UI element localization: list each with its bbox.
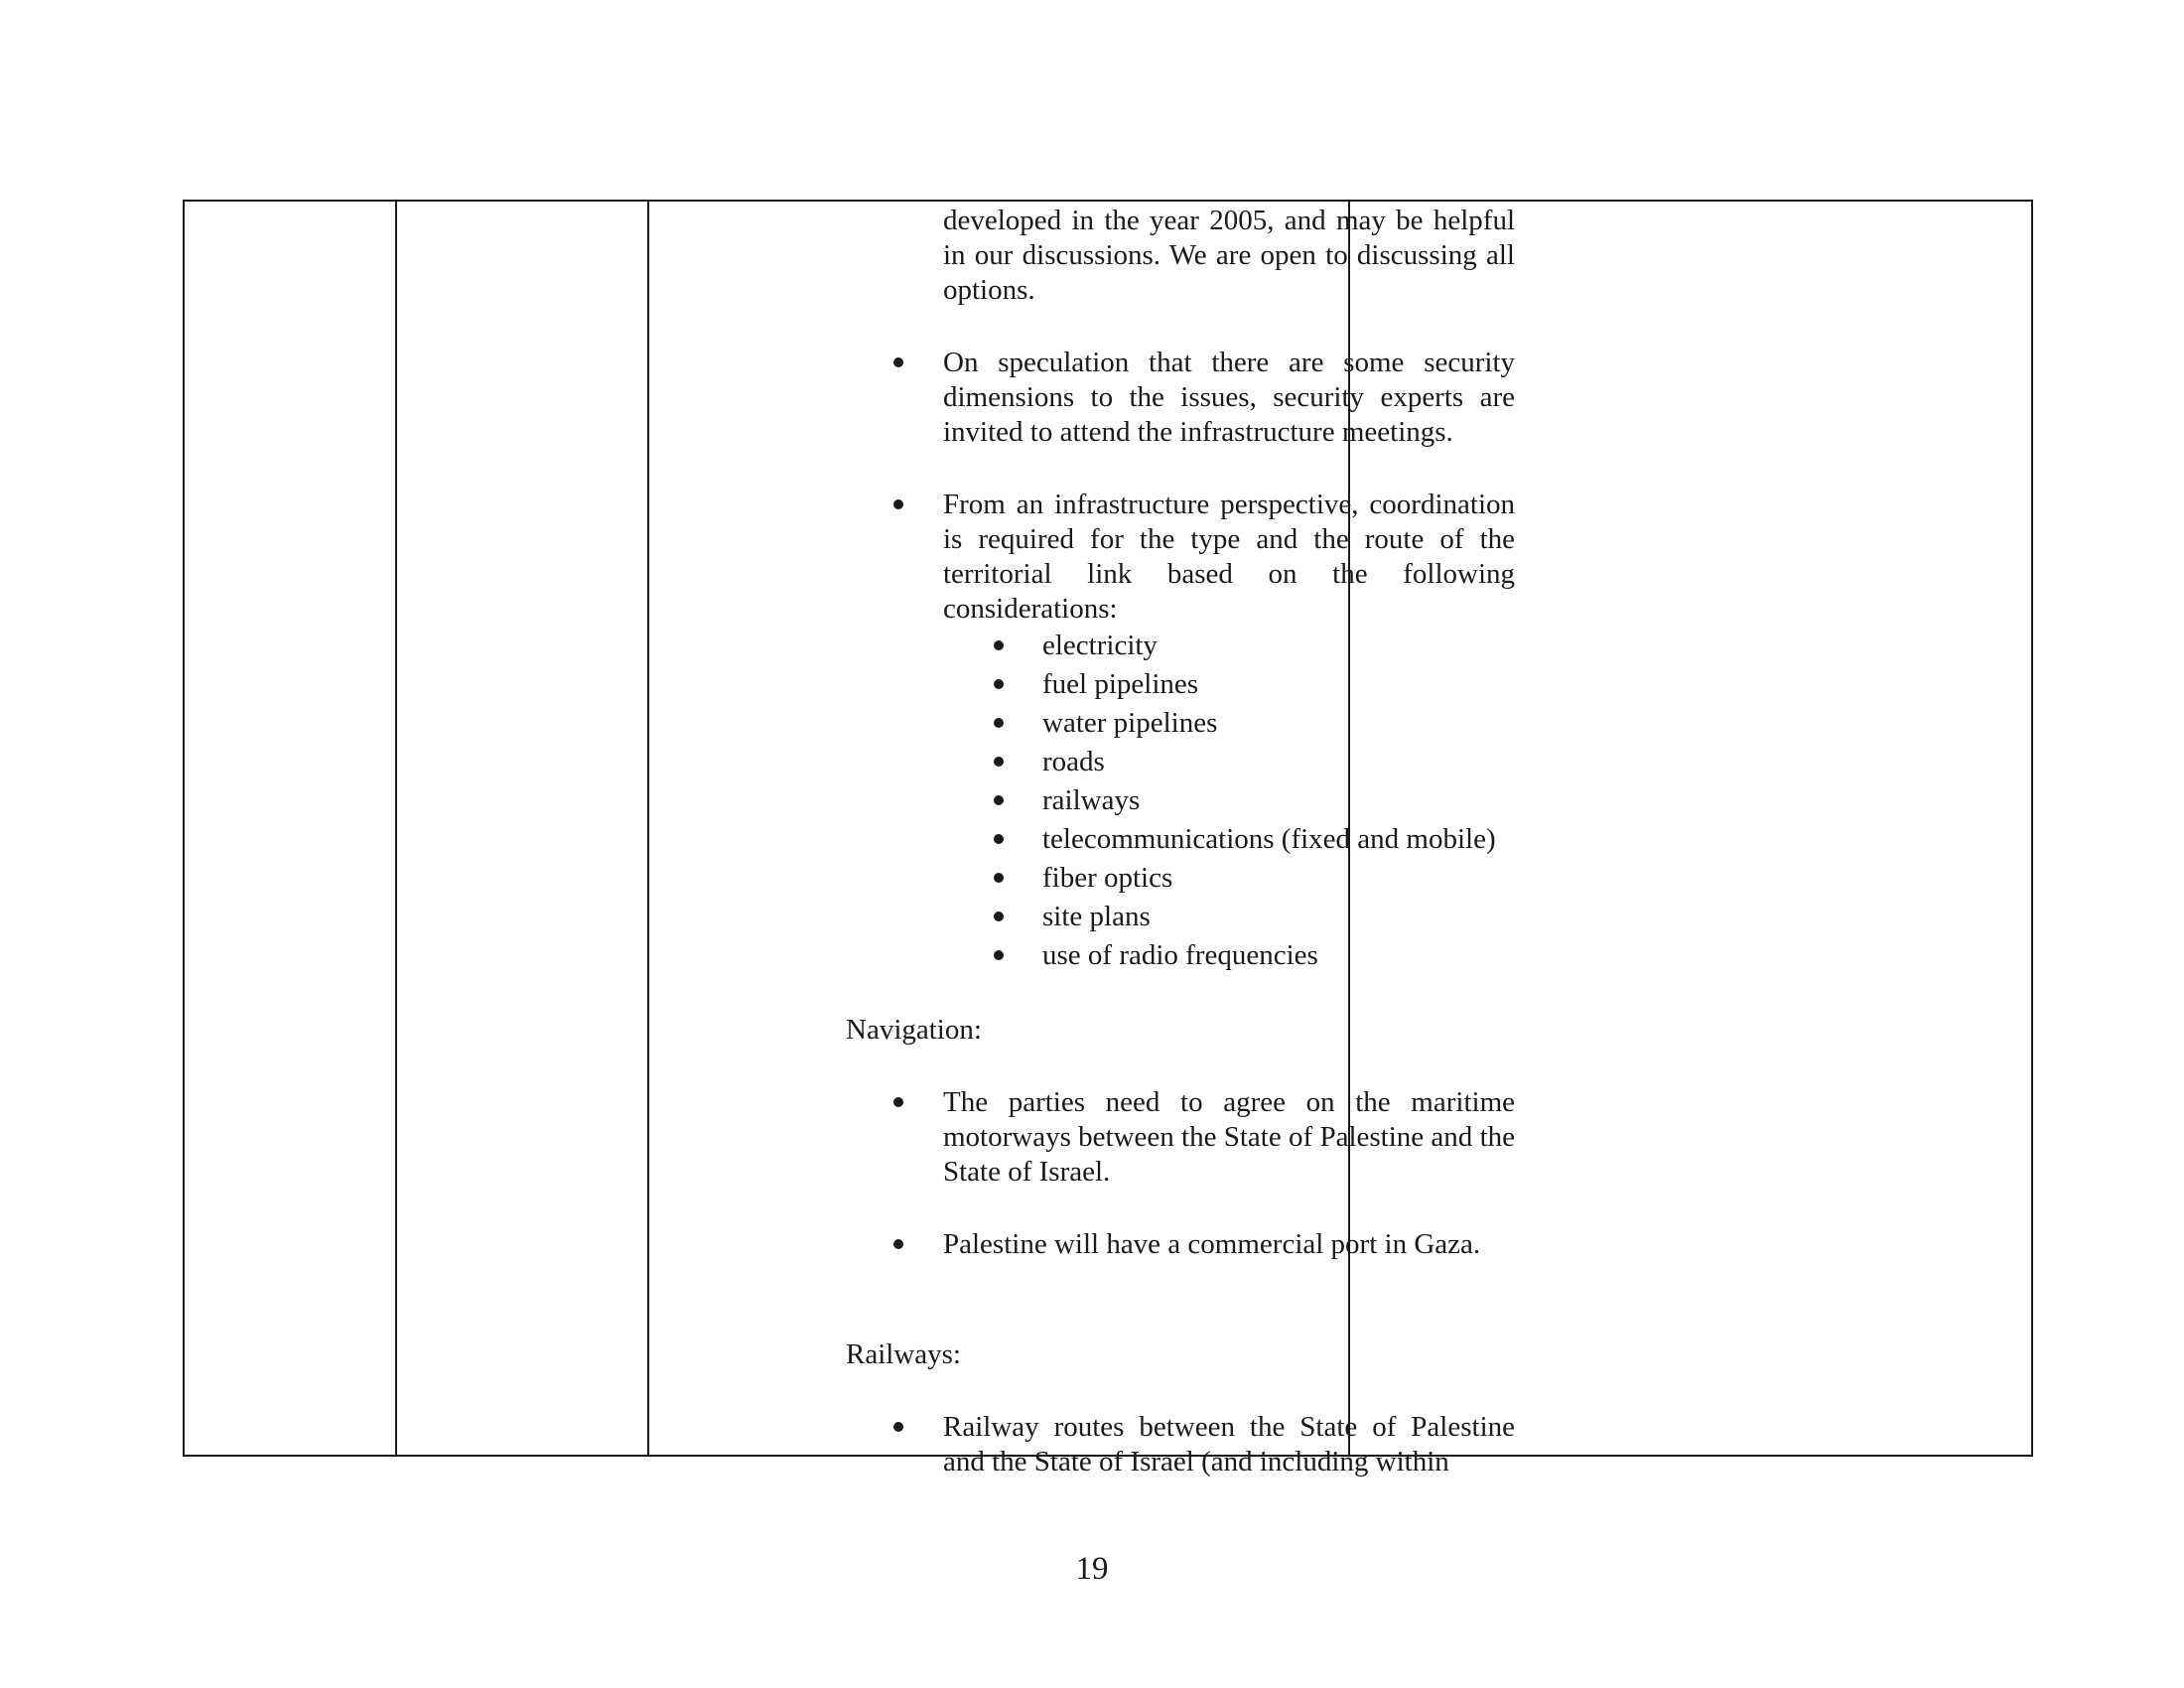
bullet-icon	[994, 627, 1014, 665]
continued-paragraph: developed in the year 2005, and may be helpful in our discussions. We are open to discussing all options.	[943, 205, 1515, 306]
bullet-icon	[994, 704, 1014, 743]
list-item: railways	[844, 781, 1515, 820]
bullet-text: Palestine will have a commercial port in Gaza.	[943, 1228, 1481, 1260]
page-number: 19	[1075, 1551, 1109, 1587]
bullet-icon	[994, 898, 1014, 936]
bullet-icon	[893, 1085, 913, 1120]
bullet-railway	[844, 1410, 1515, 1479]
bullet-icon	[893, 1227, 913, 1262]
list-item: electricity	[844, 627, 1515, 665]
navigation-heading: Navigation:	[846, 1014, 982, 1046]
bullet-icon	[994, 820, 1014, 859]
bullet-icon	[994, 743, 1014, 781]
list-item: use of radio frequencies	[844, 936, 1515, 975]
list-item: roads	[844, 743, 1515, 781]
list-item: water pipelines	[844, 704, 1515, 743]
bullet-text: From an infrastructure perspective, coordination is required for the type and the route of the territorial link based on the following considerations:	[943, 489, 1515, 625]
bullet-infrastructure	[844, 488, 1515, 627]
bullet-security	[844, 346, 1515, 450]
bullet-port	[844, 1227, 1515, 1262]
considerations-list	[844, 627, 1515, 975]
bullet-text: The parties need to agree on the maritime motorways between the State of Palestine and the State of Israel.	[943, 1086, 1515, 1188]
list-item: fiber optics	[844, 859, 1515, 898]
bullet-maritime	[844, 1085, 1515, 1190]
bullet-icon	[994, 665, 1014, 704]
bullet-icon	[893, 1410, 913, 1445]
column-divider-2	[647, 202, 649, 1455]
list-item: site plans	[844, 898, 1515, 936]
list-item: fuel pipelines	[844, 665, 1515, 704]
bullet-icon	[994, 936, 1014, 975]
bullet-icon	[994, 859, 1014, 898]
bullet-text: Railway routes between the State of Palestine and the State of Israel (and including within	[943, 1411, 1515, 1477]
list-item: telecommunications (fixed and mobile)	[844, 820, 1515, 859]
document-table	[183, 200, 2033, 1477]
railways-heading: Railways:	[846, 1338, 961, 1370]
text-cell	[844, 202, 1515, 1477]
column-divider-1	[395, 202, 397, 1455]
bullet-icon	[893, 488, 913, 522]
bullet-icon	[994, 781, 1014, 820]
bullet-text: On speculation that there are some security dimensions to the issues, security experts are invited to attend the infrastructure meetings.	[943, 347, 1515, 448]
bullet-icon	[893, 346, 913, 380]
